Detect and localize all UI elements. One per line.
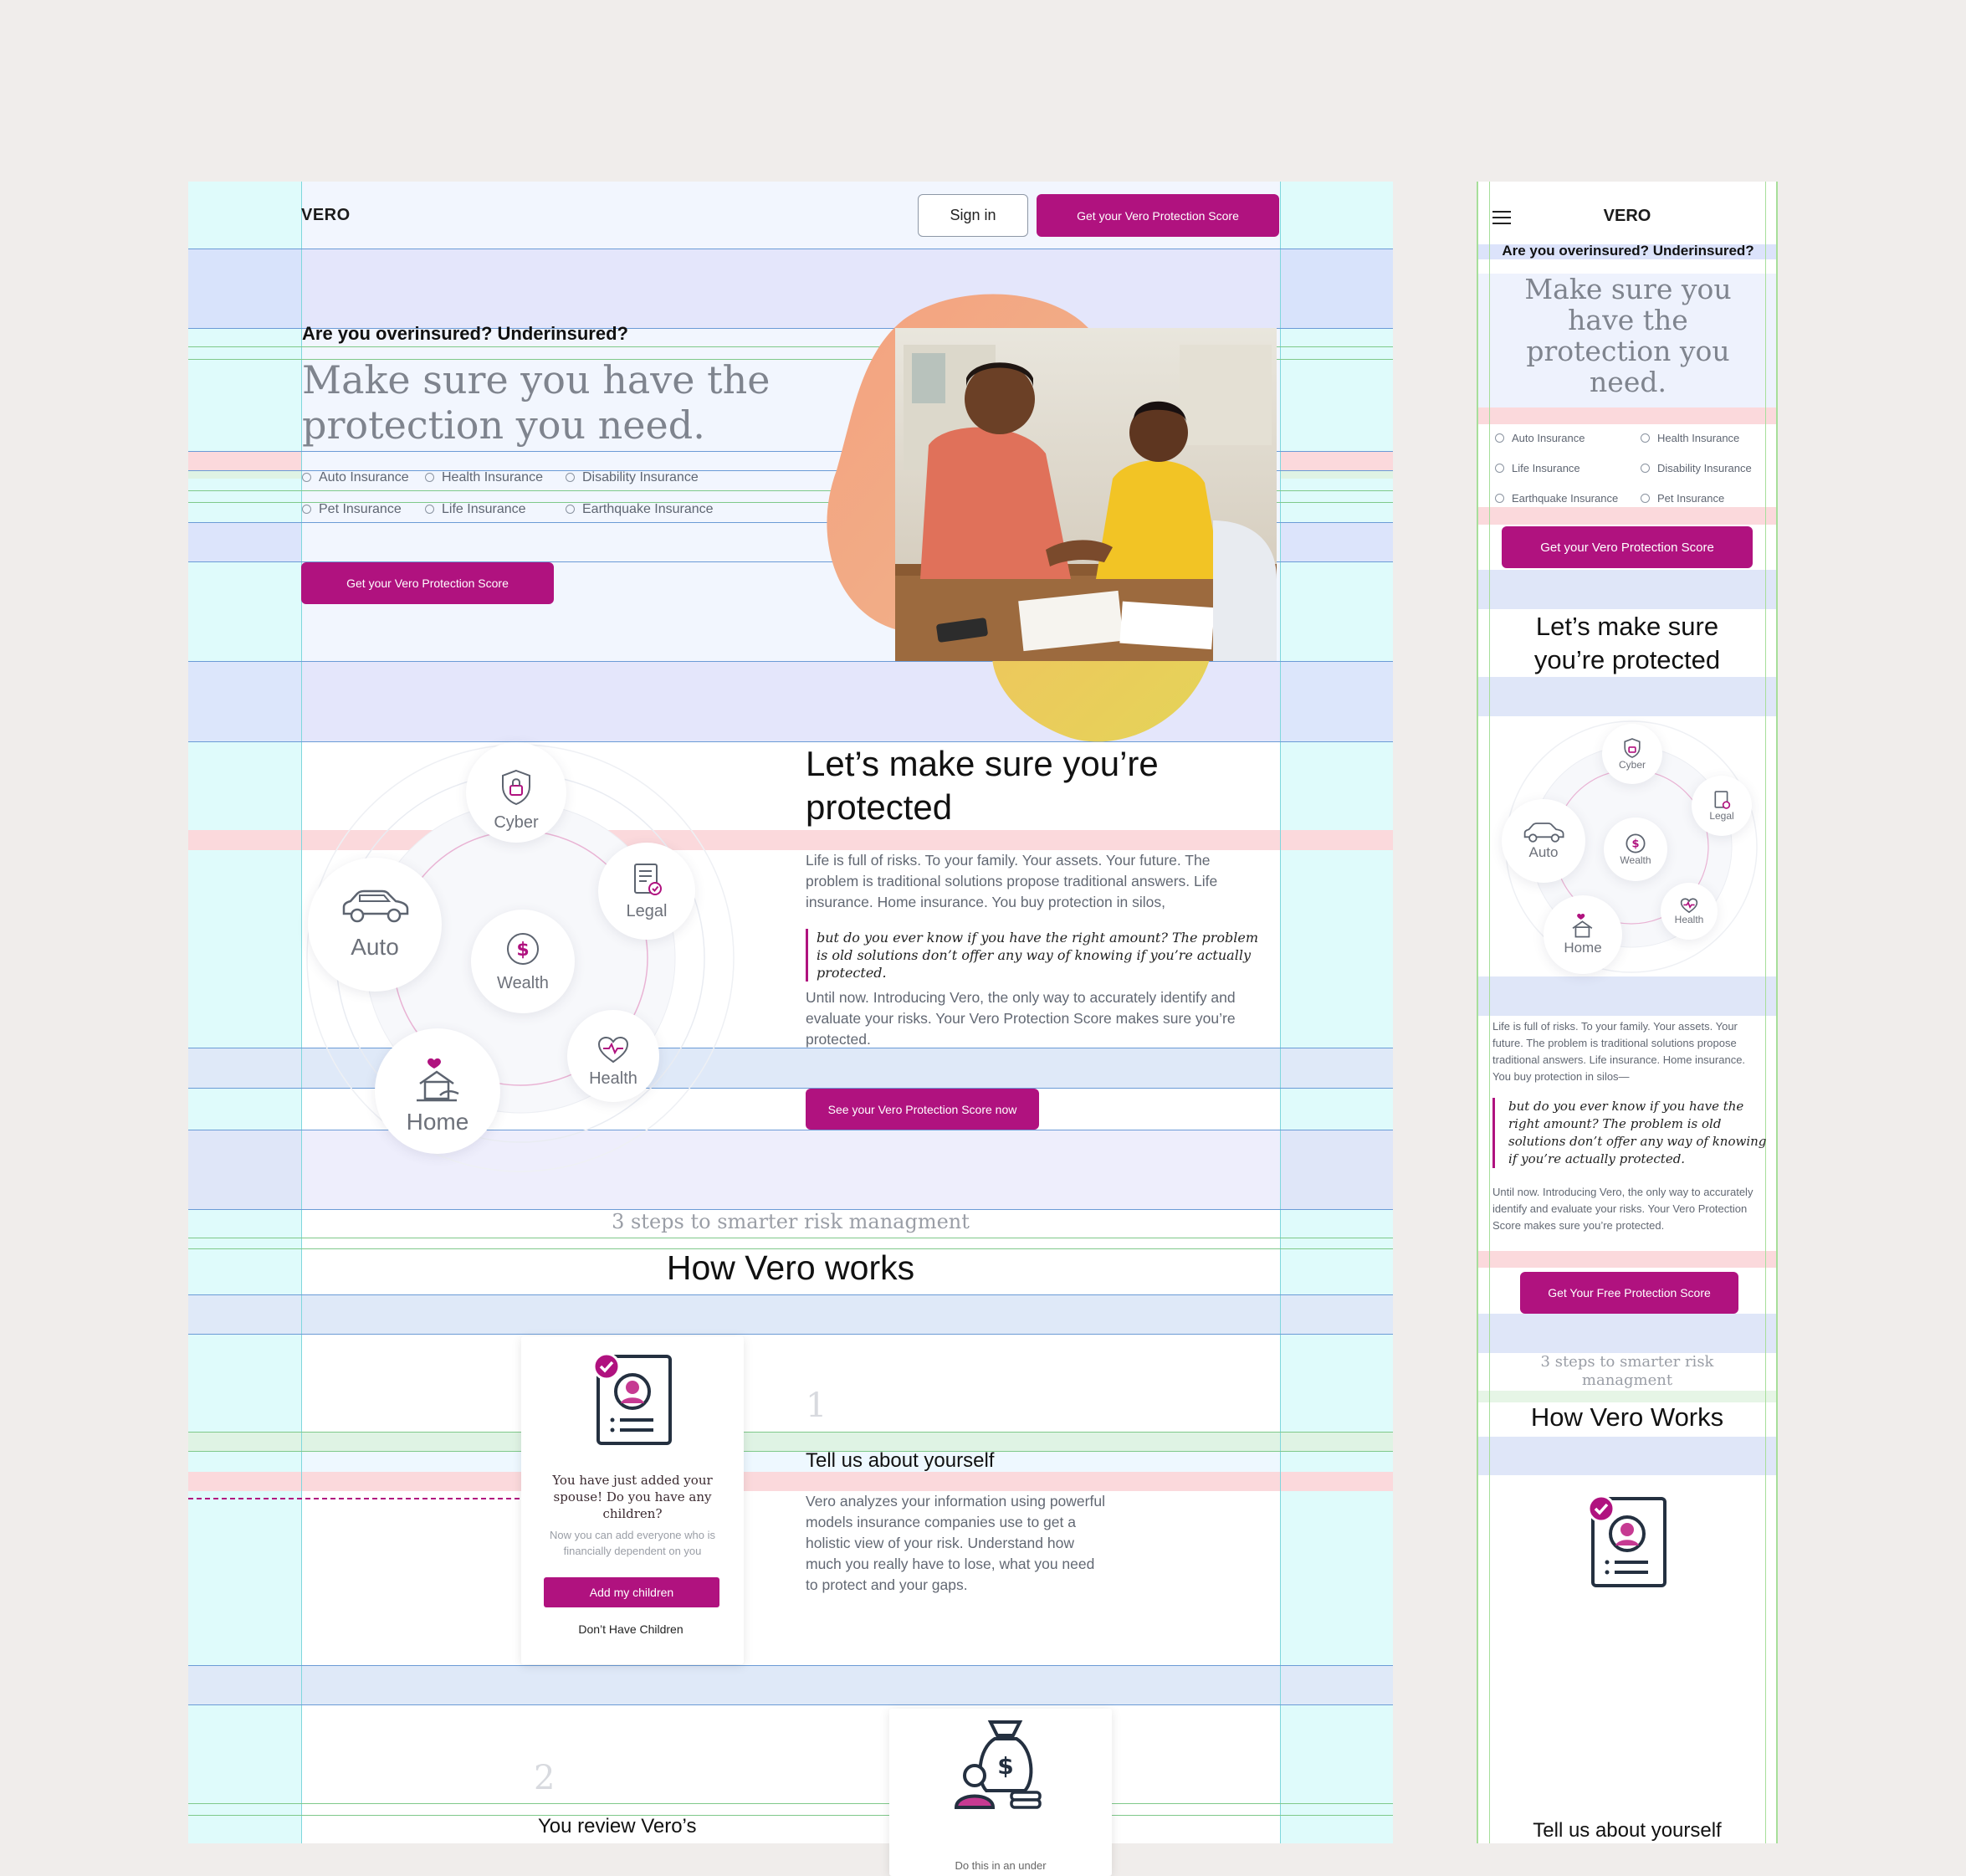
mobile-how-eyebrow: 3 steps to smarter risk managment (1540, 1353, 1714, 1389)
car-icon (1522, 822, 1565, 844)
insurance-option[interactable]: Auto Insurance (302, 470, 409, 485)
no-children-button[interactable]: Don’t Have Children (578, 1622, 683, 1636)
card-subtext: Do this in an under (955, 1859, 1047, 1872)
circle-label: Auto (351, 934, 399, 960)
circle-health[interactable] (567, 1010, 659, 1102)
guide-band (1478, 1314, 1776, 1353)
header-cta-button[interactable]: Get your Vero Protection Score (1037, 194, 1279, 237)
circle-label: Home (406, 1109, 469, 1135)
circle-label: Wealth (1620, 854, 1651, 866)
guide-band (188, 1472, 1393, 1491)
card-subtext: Now you can add everyone who is financially dependent on you (549, 1529, 715, 1557)
mobile-logo[interactable]: VERO (1603, 207, 1651, 225)
hero-eyebrow: Are you overinsured? Underinsured? (302, 323, 628, 344)
sign-in-button[interactable]: Sign in (918, 194, 1028, 237)
guide-band (1478, 1251, 1776, 1268)
dollar-coin-icon (1625, 833, 1646, 854)
profile-document-icon (591, 1351, 673, 1447)
mobile-circle-auto[interactable] (1502, 799, 1585, 883)
mobile-circle-wealth[interactable] (1604, 818, 1667, 881)
connector-line (188, 1498, 520, 1499)
desktop-frame (188, 182, 1393, 1872)
guide-band (188, 1294, 1393, 1334)
mobile-protect-quote: but do you ever know if you have the right amount? The problem is old solutions don’t offer any way of knowing if you’re actually protected. (1492, 1098, 1769, 1168)
mobile-cta-button[interactable]: Get your Vero Protection Score (1502, 526, 1753, 568)
mobile-headline: Make sure you have the protection you need. (1524, 273, 1732, 398)
insurance-option[interactable]: Earthquake Insurance (566, 502, 714, 517)
insurance-option[interactable]: Pet Insurance (1641, 492, 1724, 505)
circle-cyber[interactable] (466, 742, 566, 843)
step-body: Vero analyzes your information using powerful models insurance companies use to get a holistic view of your risk. Understand how much you really have to lose, what you need to protect and your gaps. (806, 1493, 1105, 1593)
radio-icon[interactable] (1641, 433, 1650, 443)
guide-band (1478, 507, 1776, 525)
radio-icon[interactable] (566, 473, 575, 482)
hero-headline (302, 357, 770, 448)
step-number: 2 (534, 1759, 555, 1797)
insurance-option[interactable]: Life Insurance (425, 502, 526, 517)
guide-band (188, 1432, 1393, 1451)
radio-icon[interactable] (425, 473, 434, 482)
photo-shape (895, 328, 1277, 661)
mobile-how-title: How Vero Works (1530, 1402, 1724, 1432)
insurance-option[interactable]: Disability Insurance (566, 470, 699, 485)
radio-icon[interactable] (1641, 494, 1650, 503)
radio-icon[interactable] (302, 505, 311, 514)
hero-headline-line: protection you need. (302, 402, 705, 448)
step2-card (889, 1709, 1112, 1876)
hero-headline-line: Make sure you have the (302, 357, 771, 402)
step1-card (521, 1336, 744, 1664)
mobile-free-score-button[interactable]: Get Your Free Protection Score (1520, 1272, 1738, 1314)
guide-band (1478, 407, 1776, 424)
card-question: You have just added your spouse! Do you have any children? (552, 1473, 713, 1521)
profile-document-icon (1586, 1494, 1668, 1589)
radio-icon[interactable] (302, 473, 311, 482)
protect-paragraph: Life is full of risks. To your family. Your assets. Your future. The problem is traditional solutions propose traditional answers. Life insurance. Home insurance. You buy protection in silos, (806, 852, 1218, 910)
svg-text:$: $ (997, 1752, 1014, 1780)
mobile-circle-health[interactable] (1661, 883, 1718, 940)
circle-label: Home (1564, 940, 1602, 956)
svg-text:$: $ (1631, 838, 1640, 851)
guide-line (1489, 182, 1490, 1843)
guide-line (1280, 182, 1281, 1843)
how-eyebrow: 3 steps to smarter risk managment (612, 1210, 970, 1233)
mobile-circle-legal[interactable] (1692, 776, 1752, 836)
svg-text:$: $ (516, 939, 530, 961)
protect-cta-button[interactable]: See your Vero Protection Score now (806, 1089, 1039, 1130)
protect-paragraph: Until now. Introducing Vero, the only way to accurately identify and evaluate your risks. Your Vero Protection Score makes sure you’re protected. (806, 989, 1236, 1048)
insurance-option[interactable]: Earthquake Insurance (1495, 492, 1618, 505)
insurance-option[interactable]: Life Insurance (1495, 462, 1580, 474)
heart-pulse-icon (1680, 898, 1698, 914)
insurance-option[interactable]: Auto Insurance (1495, 432, 1585, 444)
circle-label: Health (1674, 913, 1704, 925)
guide-band (1478, 677, 1776, 716)
mobile-step-title: Tell us about yourself (1533, 1819, 1722, 1842)
circle-label: Legal (1709, 810, 1734, 822)
mobile-circle-cyber[interactable] (1602, 724, 1662, 784)
insurance-option[interactable]: Health Insurance (1641, 432, 1739, 444)
radio-icon[interactable] (1641, 464, 1650, 473)
insurance-option[interactable]: Health Insurance (425, 470, 543, 485)
how-panel (301, 1334, 1280, 1432)
guide-band (1478, 570, 1776, 609)
insurance-option[interactable]: Disability Insurance (1641, 462, 1752, 474)
home-hand-icon (1569, 913, 1597, 940)
step-number: 1 (806, 1386, 827, 1425)
mobile-protect-paragraph: Life is full of risks. To your family. Your assets. Your future. The problem is traditional solutions propose traditional answers. Life insurance. Home insurance. You buy protection in silos— (1492, 1020, 1746, 1083)
legal-document-icon (630, 862, 663, 897)
heart-pulse-icon (596, 1036, 630, 1064)
circle-auto[interactable] (308, 858, 442, 992)
insurance-option[interactable]: Pet Insurance (302, 502, 402, 517)
radio-icon[interactable] (1495, 494, 1504, 503)
circle-legal[interactable] (598, 843, 695, 940)
mobile-protect-paragraph: Until now. Introducing Vero, the only way to accurately identify and evaluate your risks. Your Vero Protection Score makes sure you’re protected. (1492, 1186, 1754, 1232)
mobile-eyebrow: Are you overinsured? Underinsured? (1502, 243, 1754, 259)
money-bag-icon (953, 1715, 1048, 1812)
dollar-coin-icon (504, 930, 541, 967)
shield-lock-icon (499, 768, 533, 807)
protect-title-line: Let’s make sure you’re (806, 744, 1159, 783)
radio-icon[interactable] (1495, 464, 1504, 473)
how-title: How Vero works (666, 1248, 915, 1287)
guide-band (1478, 1437, 1776, 1475)
circle-label: Auto (1528, 843, 1559, 860)
mobile-circle-home[interactable] (1544, 895, 1622, 974)
home-hand-icon (413, 1057, 462, 1104)
circle-label: Legal (626, 901, 668, 920)
step-title: You review Vero’s (538, 1815, 697, 1838)
circle-wealth[interactable] (471, 910, 575, 1013)
logo[interactable]: VERO (301, 206, 351, 224)
add-children-button[interactable]: Add my children (544, 1577, 719, 1607)
radio-icon[interactable] (425, 505, 434, 514)
guide-band (1478, 976, 1776, 1016)
circle-label: Cyber (1618, 759, 1646, 771)
guide-band (188, 1665, 1393, 1704)
protect-title-line: protected (806, 787, 953, 827)
protect-quote: but do you ever know if you have the right amount? The problem is old solutions don’t offer any way of knowing if you’re actually protected. (806, 929, 1266, 982)
car-icon (339, 889, 411, 925)
radio-icon[interactable] (1495, 433, 1504, 443)
step-title: Tell us about yourself (806, 1449, 995, 1472)
how-panel (301, 1491, 1280, 1665)
legal-document-icon (1713, 790, 1731, 810)
circle-label: Wealth (497, 973, 549, 992)
circle-label: Health (589, 1069, 637, 1088)
radio-icon[interactable] (566, 505, 575, 514)
guide-line (1765, 182, 1766, 1843)
guide-band (1478, 1391, 1776, 1402)
mobile-protect-title: Let’s make sure you’re protected (1533, 612, 1721, 674)
hero-cta-button[interactable]: Get your Vero Protection Score (301, 562, 554, 604)
shield-lock-icon (1623, 737, 1641, 759)
how-panel (301, 1704, 1280, 1843)
circle-home[interactable] (375, 1028, 500, 1154)
circle-label: Cyber (494, 813, 539, 832)
mobile-frame (1477, 182, 1778, 1843)
protect-title (806, 742, 1159, 829)
